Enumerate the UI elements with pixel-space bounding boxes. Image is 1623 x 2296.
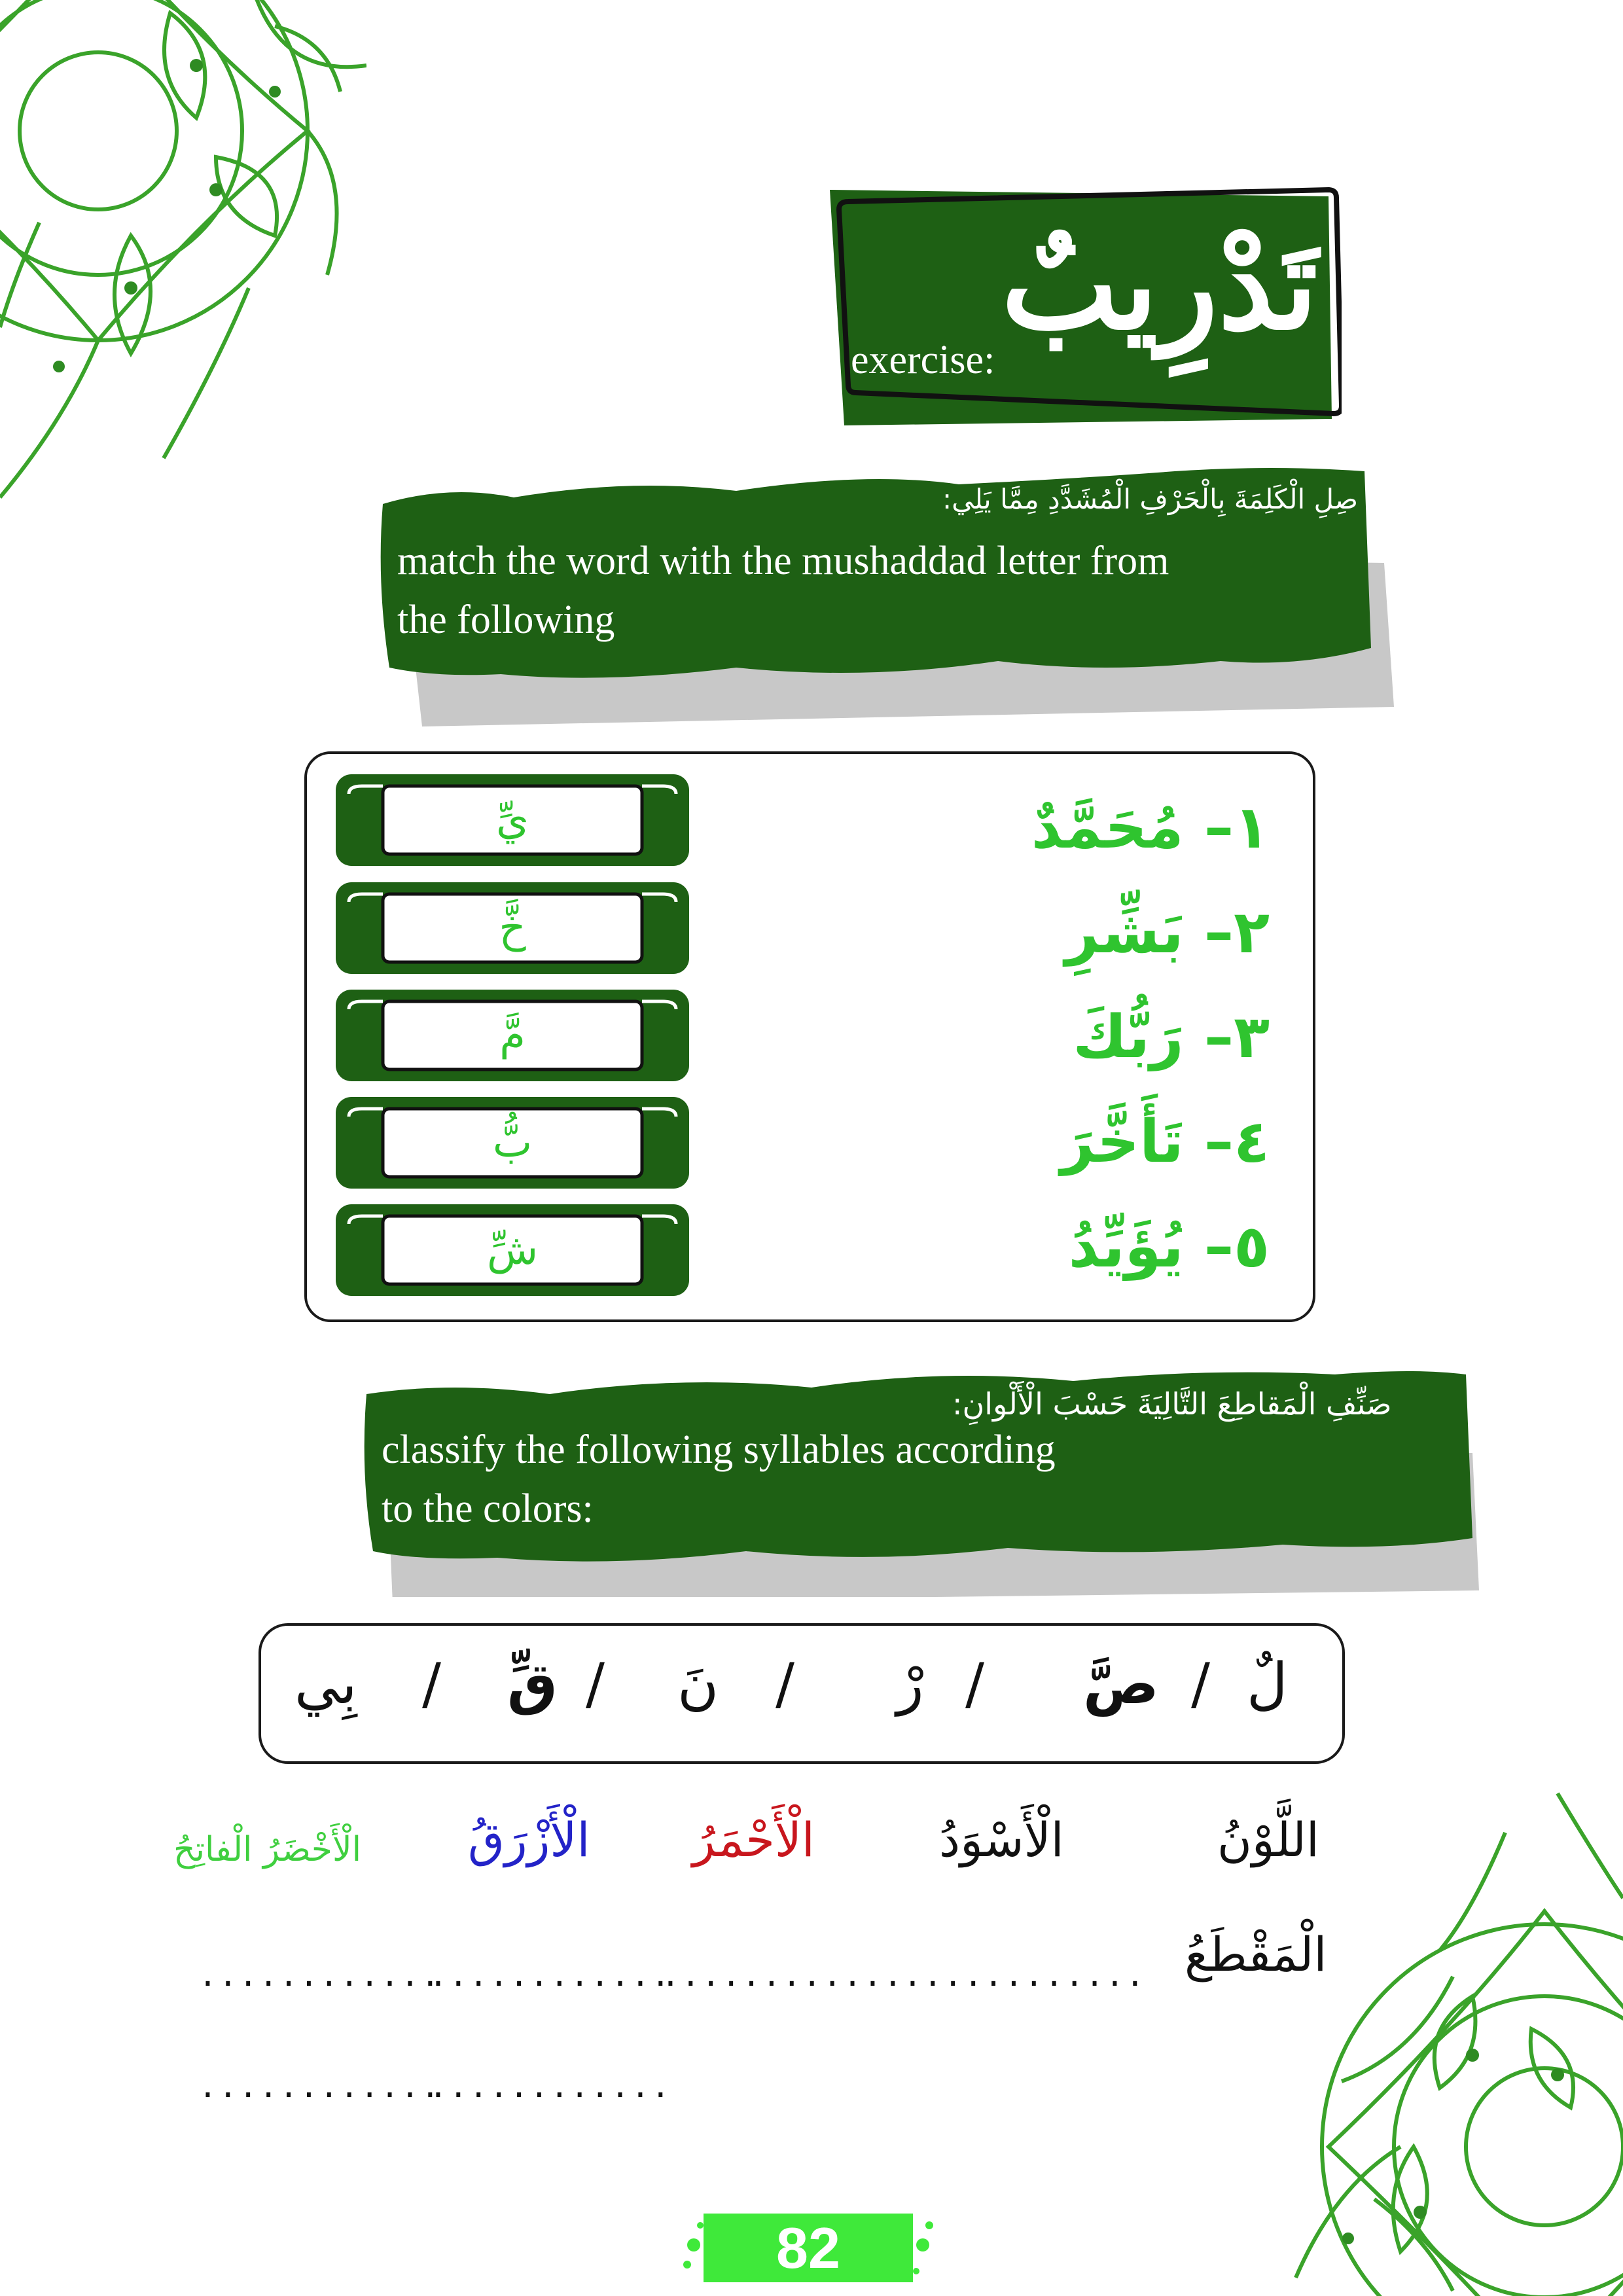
exercise-1-instruction-arabic: صِلِ الْكَلِمَةَ بِالْحَرْفِ الْمُشَدَّدِ مِمَّا يَلِي: (942, 483, 1358, 515)
letter-option-4[interactable]: بُّ (492, 1119, 533, 1167)
color-label-blue: الْأَزْرَقُ (468, 1812, 590, 1867)
answer-blank[interactable]: ............ (429, 2068, 671, 2105)
word-item-1[interactable]: ١– مُحَمَّدٌ (1031, 793, 1270, 862)
answer-blank[interactable]: ............ (661, 1957, 904, 1994)
word-item-5[interactable]: ٥– يُؤَيِّدُ (1068, 1212, 1270, 1281)
word-item-2[interactable]: ٢– بَشِّرِ (1065, 898, 1270, 967)
answer-blank[interactable]: ............ (198, 1957, 441, 1994)
answer-blank[interactable]: ............ (429, 1957, 671, 1994)
word-item-3[interactable]: ٣– رَبُّكَ (1073, 1003, 1270, 1071)
syllable-5: قِّ (507, 1651, 558, 1717)
syllable-separator: / (776, 1651, 794, 1717)
color-label-light-green: الْأَخْضَرُ الْفاتِحُ (173, 1830, 362, 1869)
page-title-arabic: تَدْرِيبٌ (1001, 211, 1318, 357)
syllable-separator: / (1191, 1651, 1210, 1717)
mandala-ornament-top-left (0, 0, 366, 511)
letter-option-1[interactable]: يِّ (495, 796, 529, 844)
page-number: 82 (704, 2214, 913, 2282)
letter-option-2[interactable]: خَّ (499, 904, 526, 952)
word-item-4[interactable]: ٤– تَأَخَّرَ (1060, 1107, 1270, 1176)
letter-option-3[interactable]: مَّ (499, 1011, 526, 1060)
syllable-4: نَ (677, 1651, 719, 1717)
letter-option-5[interactable]: شِّ (486, 1226, 539, 1274)
exercise-1-instruction-english-line-1: match the word with the mushaddad letter from (397, 539, 1169, 583)
syllable-1: لٌ (1247, 1651, 1288, 1717)
answer-blank[interactable]: ............ (198, 2068, 441, 2105)
page-title-english: exercise: (851, 338, 995, 382)
color-label-black: الْأَسْوَدُ (939, 1812, 1064, 1867)
color-column-header: اللَّوْنُ (1217, 1812, 1319, 1867)
exercise-2-instruction-arabic: صَنِّفِ الْمَقاطِعَ التَّالِيَةَ حَسْبَ الْأَلْوانِ: (952, 1386, 1392, 1422)
syllable-separator: / (422, 1651, 441, 1717)
exercise-2-instruction-english-line-1: classify the following syllables according (382, 1427, 1056, 1472)
syllable-separator: / (586, 1651, 605, 1717)
syllable-6: بِي (294, 1651, 357, 1717)
syllables-box (259, 1623, 1345, 1764)
answer-blank[interactable]: ............ (903, 1957, 1146, 1994)
syllable-separator: / (965, 1651, 984, 1717)
syllable-2: صَّ (1083, 1651, 1159, 1717)
exercise-2-instruction-english-line-2: to the colors: (382, 1486, 594, 1531)
exercise-1-instruction-english-line-2: the following (397, 598, 615, 642)
syllable-3: رْ (897, 1651, 924, 1717)
color-label-red: الْأَحْمَرُ (692, 1812, 815, 1867)
syllable-row-header: الْمَقْطَعُ (1185, 1927, 1327, 1982)
